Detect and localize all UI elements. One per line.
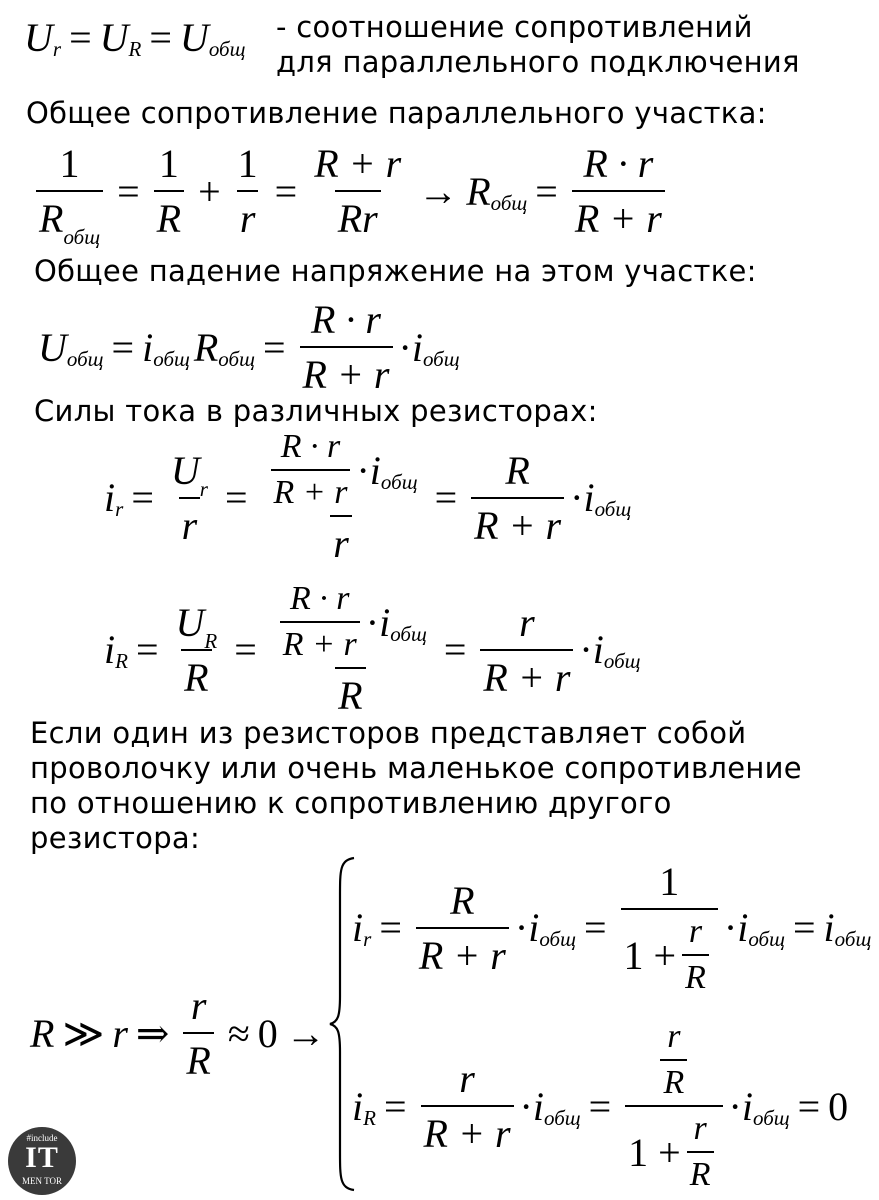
- formula-system-current-r: i r = $\frac{R}{R + r}$ · i общ = 1 1 + $\frac{r}{R}$ · i общ = i общ: [352, 859, 872, 996]
- ratio-note-line-2: для параллельного подключения: [276, 45, 800, 79]
- formula-current-r: i r = $\frac{U_r}{r}$ = R · r R + r · i общ r = $\frac{R}{R + r}$ · i общ: [104, 428, 632, 566]
- ratio-note-line-1: - соотношение сопротивлений: [276, 10, 753, 44]
- paragraph-line-1: Если один из резисторов представляет собой: [30, 716, 747, 750]
- formula-total-voltage: U общ = i общ R общ = $\frac{R \cdot r}{R + r}$ · i общ: [38, 297, 460, 397]
- formula-voltage-equality: U r = U R = U общ: [24, 15, 246, 61]
- heading-total-resistance: Общее сопротивление параллельного участка:: [26, 96, 767, 130]
- heading-voltage-drop: Общее падение напряжение на этом участке:: [34, 254, 757, 288]
- paragraph-line-4: резистора:: [30, 821, 201, 855]
- paragraph-line-3: по отношению к сопротивлению другого: [30, 786, 672, 820]
- paragraph-line-2: проволочку или очень маленькое сопротивление: [30, 751, 802, 785]
- formula-current-R: i R = $\frac{U_R}{R}$ = R · r R + r · i общ R = $\frac{r}{R + r}$ · i общ: [104, 580, 641, 718]
- formula-system-current-R: i R = $\frac{r}{R + r}$ · i общ = $\frac{r}{R}$ 1 + $\frac{r}{R}$ · i общ = 0: [352, 1018, 849, 1193]
- heading-currents: Силы тока в различных резисторах:: [34, 394, 598, 428]
- formula-total-resistance: 1 $R_{общ}$ = $\frac{1}{R}$ + $\frac{1}{r}$ = $\frac{R + r}{Rr}$ → R общ = $\frac{R \cdot r}{R + r}$: [30, 140, 671, 242]
- formula-condition: R ≫ r ⇒ $\frac{r}{R}$ ≈ 0 →: [30, 983, 326, 1083]
- it-mentor-logo: #include IT MEN TOR: [8, 1127, 76, 1195]
